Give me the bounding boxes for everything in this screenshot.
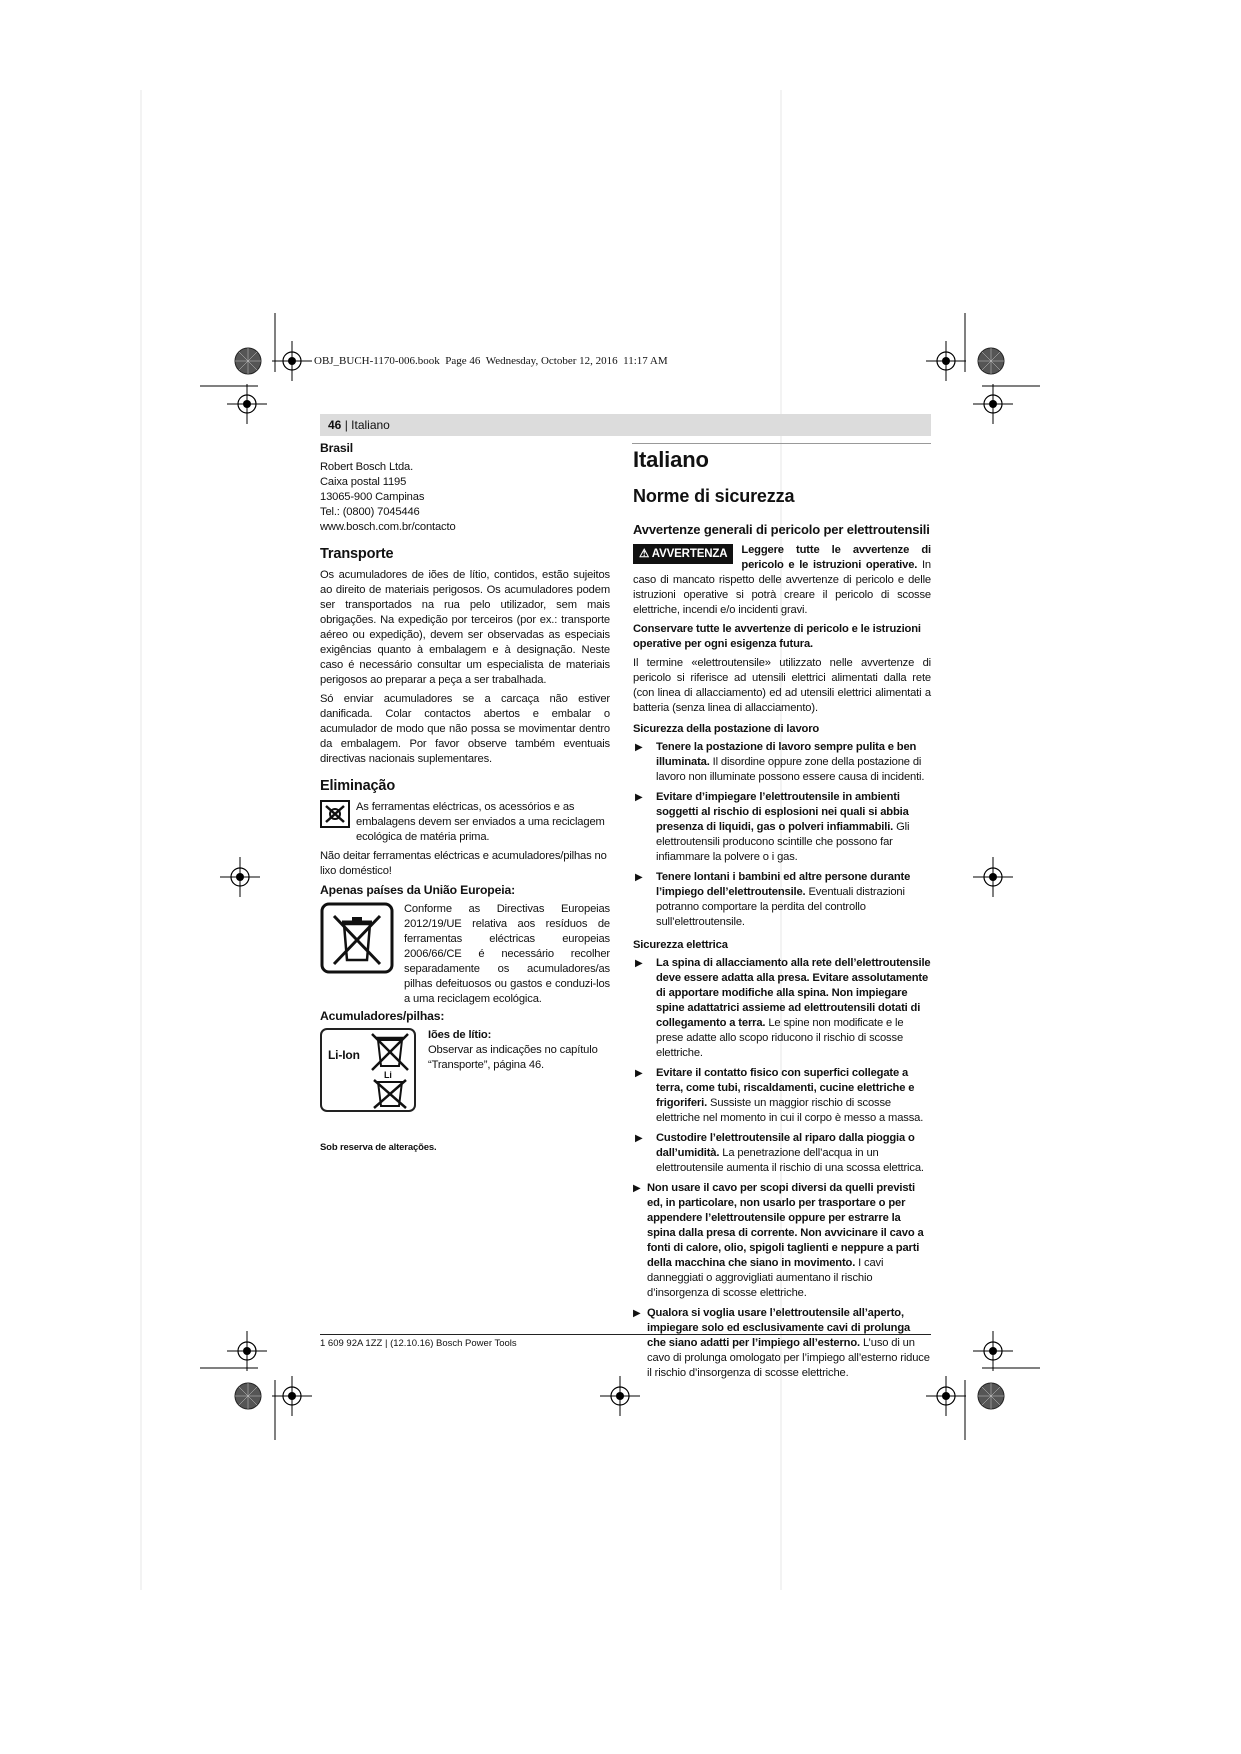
page-header-bar bbox=[320, 414, 931, 436]
item-text: Gli elettroutensili producono scintille che possono far infiammare la polvere o i gas. bbox=[656, 821, 910, 863]
left-column bbox=[320, 441, 610, 1155]
arrow-icon: ▶ bbox=[635, 1133, 643, 1144]
list-item bbox=[633, 790, 931, 865]
conservare-text: Conservare tutte le avvertenze di pericolo e le istruzioni operative per ogni esigenza futura. bbox=[633, 623, 921, 650]
footer-text: 1 609 92A 1ZZ | (12.10.16) Bosch Power Tools bbox=[320, 1338, 517, 1349]
avvertenze-title: Avvertenze generali di pericolo per elettroutensili bbox=[633, 522, 930, 537]
liion-label: Li-Ion bbox=[328, 1048, 360, 1062]
list-item bbox=[633, 1306, 931, 1381]
arrow-icon: ▶ bbox=[635, 958, 643, 969]
page-header bbox=[328, 418, 390, 432]
registration-mark-left-top bbox=[227, 384, 267, 424]
registration-star-bottom-right bbox=[978, 1383, 1004, 1409]
arrow-icon: ▶ bbox=[635, 792, 643, 803]
right-column bbox=[633, 446, 931, 1386]
header-language: Italiano bbox=[351, 418, 390, 432]
registration-star-bottom-left bbox=[235, 1383, 261, 1409]
page-number: 46 bbox=[328, 418, 342, 432]
ions-title: Iões de lítio: bbox=[428, 1029, 492, 1041]
liion-block bbox=[320, 1028, 610, 1112]
crossed-bin-icon bbox=[320, 902, 394, 974]
list-item bbox=[633, 1066, 931, 1126]
liion-recycling-icon bbox=[320, 1028, 416, 1112]
registration-mark-right-middle bbox=[973, 857, 1013, 897]
reserve-note: Sob reserva de alterações. bbox=[320, 1142, 437, 1153]
ions-paragraph: Observar as indicações no capítulo “Transporte”, página 46. bbox=[428, 1044, 598, 1071]
warning-badge bbox=[633, 544, 733, 564]
eliminacao-block bbox=[320, 800, 610, 845]
eliminacao-title: Eliminação bbox=[320, 778, 396, 794]
address-block bbox=[320, 460, 610, 535]
item-text: L’uso di un cavo di prolunga omologato per l’impiego all’esterno riduce il rischio d’insorgenza di scosse elettriche. bbox=[647, 1337, 930, 1379]
arrow-icon: ▶ bbox=[633, 1308, 641, 1319]
item-text: La penetrazione dell’acqua in un elettroutensile aumenta il rischio di una scossa elettrica. bbox=[656, 1147, 924, 1174]
warning-text: In caso di mancato rispetto delle avvertenze di pericolo e delle istruzioni operative si potrà creare il pericolo di scosse elettriche, incendi e/o incidenti gravi. bbox=[633, 559, 931, 616]
item-bold: Non usare il cavo per scopi diversi da quelli previsti ed, in particolare, non usarlo per trasportare o per appendere l’elettroutensile oppure per estrarre la spina dalla presa di corrente. Non avvicinare il cavo a fonti di calore, olio, spigoli taglienti e neppure a parti della macchina che siano in movimento. bbox=[647, 1182, 924, 1269]
eu-paragraph: Conforme as Directivas Europeias 2012/19/UE relativa aos resíduos de ferramentas eléctricas europeias 2006/66/CE é necessário recolher separadamente os acumuladores/as pilhas defeituosos ou gastos e conduzi-los a uma reciclagem ecológica. bbox=[404, 903, 610, 1005]
elettrica-list bbox=[633, 956, 931, 1381]
accumulators-title: Acumuladores/pilhas: bbox=[320, 1009, 445, 1023]
item-text: I cavi danneggiati o aggrovigliati aumentano il rischio d’insorgenza di scosse elettriche. bbox=[647, 1257, 884, 1299]
registration-star-top-left bbox=[235, 348, 261, 374]
registration-mark-right-top bbox=[973, 384, 1013, 424]
transporte-paragraph-1: Os acumuladores de iões de lítio, contidos, estão sujeitos ao direito de materiais perigosos. Os acumuladores podem ser transportados na rua pelo utilizador, sem mais obrigações. Na expedição por terceiros (por ex.: transporte aéreo ou expedição), devem ser observadas as especiais exigências quanto à embalagem e à designação. Neste caso é necessário consultar um especialista de materiais perigosos ao preparar a peça a ser trabalhada. bbox=[320, 569, 610, 686]
warning-triangle-icon: ⚠ bbox=[639, 548, 650, 560]
book-info-line: OBJ_BUCH-1170-006.book Page 46 Wednesday, October 12, 2016 11:17 AM bbox=[314, 355, 668, 367]
website-link[interactable]: www.bosch.com.br/contacto bbox=[320, 521, 456, 533]
postazione-title: Sicurezza della postazione di lavoro bbox=[633, 723, 820, 735]
brasil-title: Brasil bbox=[320, 441, 353, 455]
registration-mark-bottom-right bbox=[926, 1376, 966, 1416]
address-line: 13065-900 Campinas bbox=[320, 491, 425, 503]
item-bold: Qualora si voglia usare l’elettroutensile all’aperto, impiegare solo ed esclusivamente cavi di prolunga che siano adatti per l’impiego all’esterno. bbox=[647, 1307, 911, 1349]
address-line: Robert Bosch Ltda. bbox=[320, 461, 414, 473]
eu-block bbox=[320, 902, 610, 1007]
list-item bbox=[633, 740, 931, 785]
arrow-icon: ▶ bbox=[633, 1183, 641, 1194]
item-bold: La spina di allacciamento alla rete dell’elettroutensile deve essere adatta alla presa. Evitare assolutamente di apportare modifiche alla spina. Non impiegare spine adattatrici assieme ad elettroutensili dotati di collegamento a terra. bbox=[656, 957, 931, 1029]
ions-text bbox=[428, 1028, 610, 1112]
list-item bbox=[633, 956, 931, 1061]
warning-badge-label: AVVERTENZA bbox=[651, 548, 728, 560]
arrow-icon: ▶ bbox=[635, 1068, 643, 1079]
item-bold: Tenere la postazione di lavoro sempre pulita e ben illuminata. bbox=[656, 741, 917, 768]
list-item bbox=[633, 1181, 931, 1301]
arrow-icon: ▶ bbox=[635, 872, 643, 883]
address-line: Tel.: (0800) 7045446 bbox=[320, 506, 420, 518]
title-rule bbox=[632, 443, 931, 444]
transporte-title: Transporte bbox=[320, 546, 394, 562]
list-item bbox=[633, 870, 931, 930]
li-label: Li bbox=[384, 1070, 392, 1080]
item-bold: Evitare il contatto fisico con superfici collegate a terra, come tubi, riscaldamenti, cucine elettriche e frigoriferi. bbox=[656, 1067, 915, 1109]
eu-title: Apenas países da União Europeia: bbox=[320, 883, 515, 897]
registration-mark-bottom-left bbox=[272, 1376, 312, 1416]
eliminacao-paragraph-1: As ferramentas eléctricas, os acessórios e as embalagens devem ser enviados a uma reciclagem ecológica de matéria prima. bbox=[356, 801, 605, 843]
item-bold: Evitare d’impiegare l’elettroutensile in ambienti soggetti al rischio di esplosioni nei quali si abbia presenza di liquidi, gas o polveri infiammabili. bbox=[656, 791, 909, 833]
transporte-paragraph-2: Só enviar acumuladores se a carcaça não estiver danificada. Colar contactos abertos e embalar o acumulador de modo que não possa se movimentar dentro da embalagem. Por favor observe também eventuais directivas nacionais suplementares. bbox=[320, 693, 610, 765]
eliminacao-paragraph-2: Não deitar ferramentas eléctricas e acumuladores/pilhas no lixo doméstico! bbox=[320, 850, 607, 877]
norme-title: Norme di sicurezza bbox=[633, 486, 795, 506]
elettrica-title: Sicurezza elettrica bbox=[633, 939, 728, 951]
address-line: Caixa postal 1195 bbox=[320, 476, 407, 488]
item-bold: Custodire l’elettroutensile al riparo dalla pioggia o dall’umidità. bbox=[656, 1132, 915, 1159]
item-text: Le spine non modificate e le prese adatte allo scopo riducono il rischio di scosse elettriche. bbox=[656, 1017, 904, 1059]
postazione-list bbox=[633, 740, 931, 930]
footer-rule bbox=[320, 1334, 931, 1335]
recycle-icon bbox=[320, 800, 350, 828]
registration-star-top-right bbox=[978, 348, 1004, 374]
header-separator: | bbox=[344, 418, 352, 432]
registration-mark-left-bottom bbox=[227, 1331, 267, 1371]
registration-mark-right-bottom bbox=[973, 1331, 1013, 1371]
termine-text: Il termine «elettroutensile» utilizzato nelle avvertenze di pericolo si riferisce ad utensili elettrici alimentati dalla rete (con linea di allacciamento) ed ad utensili elettrici alimentati a batteria (senza linea di allacciamento). bbox=[633, 657, 931, 714]
item-text: Sussiste un maggior rischio di scosse elettriche nel momento in cui il corpo è messo a massa. bbox=[656, 1097, 924, 1124]
warning-block bbox=[633, 543, 931, 618]
registration-mark-top-left bbox=[272, 341, 312, 381]
list-item bbox=[633, 1131, 931, 1176]
item-text: Il disordine oppure zone della postazione di lavoro non illuminate possono essere causa di incidenti. bbox=[656, 756, 925, 783]
language-title: Italiano bbox=[633, 447, 709, 472]
item-text: Eventuali distrazioni potranno comportare la perdita del controllo sull’elettroutensile. bbox=[656, 886, 905, 928]
item-bold: Tenere lontani i bambini ed altre persone durante l’impiego dell’elettroutensile. bbox=[656, 871, 911, 898]
arrow-icon: ▶ bbox=[635, 742, 643, 753]
warning-bold-text: Leggere tutte le avvertenze di pericolo e le istruzioni operative. bbox=[741, 544, 931, 571]
registration-mark-left-middle bbox=[220, 857, 260, 897]
registration-mark-top-right bbox=[926, 341, 966, 381]
